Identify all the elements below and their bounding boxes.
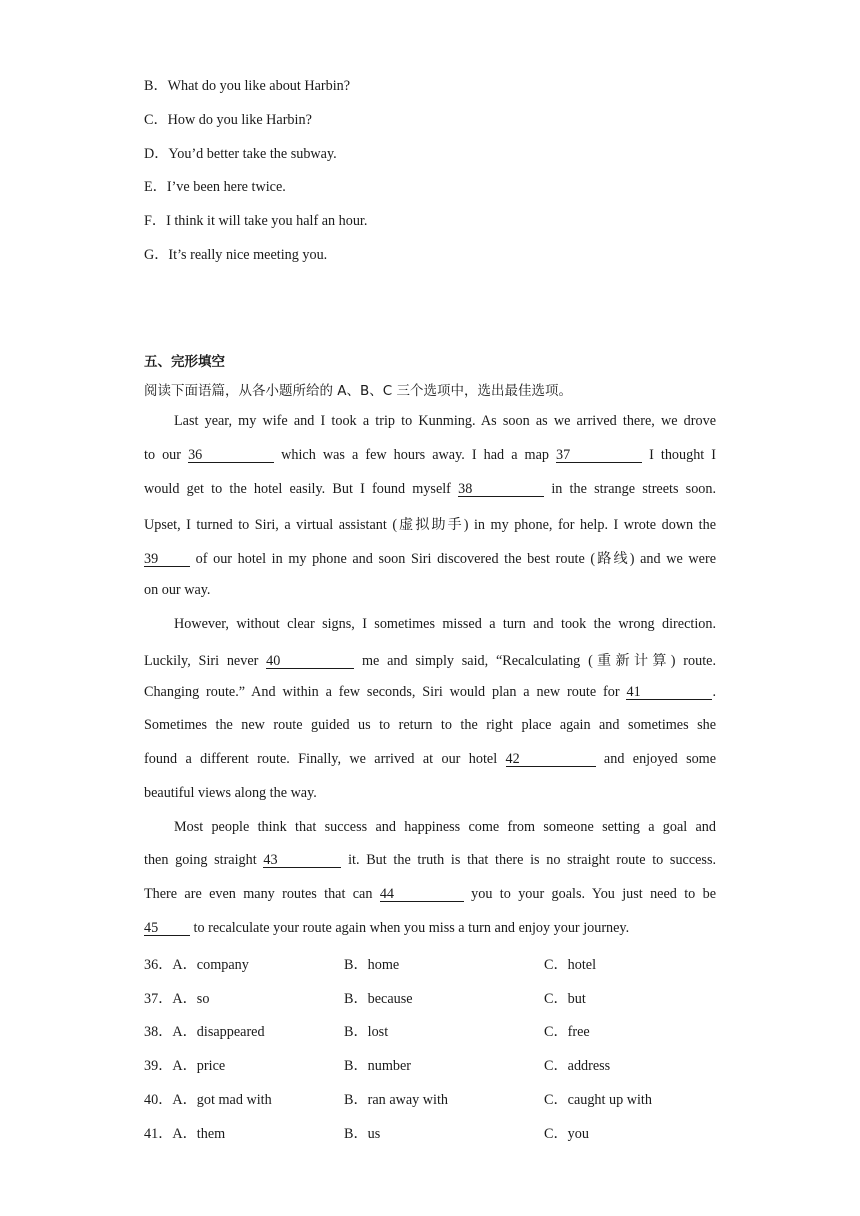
blank-39: 39: [144, 552, 190, 567]
text-run: you to your goals. You just need to be: [471, 886, 717, 902]
passage-line: [144, 481, 716, 498]
passage-line: [144, 684, 716, 701]
passage-line: [144, 920, 629, 937]
text-run: found a different route. Finally, we arrived at our hotel: [144, 751, 498, 767]
passage-line: Most people think that success and happiness come from someone setting a goal and: [174, 819, 716, 835]
passage-line: Upset, I turned to Siri, a virtual assistant (虚拟助手) in my phone, for help. I wrote down the: [144, 517, 716, 533]
choice-b: B．home: [344, 957, 400, 973]
blank-44: 44: [380, 887, 464, 902]
choice-b: B．us: [344, 1126, 381, 1142]
blank-36: 36: [188, 448, 274, 463]
option-g: G．It’s really nice meeting you.: [144, 247, 328, 263]
option-c: C．How do you like Harbin?: [144, 112, 312, 128]
passage-line: [144, 650, 716, 670]
passage-line: Sometimes the new route guided us to return to the right place again and sometimes she: [144, 717, 716, 733]
text-run: .: [712, 684, 717, 700]
choice-b: B．number: [344, 1058, 411, 1074]
choice-b: B．lost: [344, 1024, 389, 1040]
text-run: and enjoyed some: [603, 751, 717, 767]
option-f: F．I think it will take you half an hour.: [144, 213, 368, 229]
choice-a: 38．A．disappeared: [144, 1024, 265, 1040]
option-e: E．I’ve been here twice.: [144, 179, 286, 195]
text-run: to our: [144, 447, 182, 463]
choice-a: 39．A．price: [144, 1058, 226, 1074]
choice-c: C．free: [544, 1024, 590, 1040]
blank-43: 43: [263, 853, 341, 868]
text-run: Luckily, Siri never: [144, 653, 259, 669]
blank-41: 41: [626, 685, 712, 700]
text-run: of our hotel in my phone and soon Siri discovered the best route (路线) and we were: [195, 551, 716, 567]
text-run: I thought I: [649, 447, 717, 463]
passage-line: on our way.: [144, 582, 211, 598]
choice-c: C．you: [544, 1126, 589, 1142]
passage-line: However, without clear signs, I sometimes missed a turn and took the wrong direction.: [174, 616, 716, 632]
blank-42: 42: [506, 752, 596, 767]
passage-line: [144, 447, 716, 464]
passage-line: [144, 886, 716, 903]
blank-37: 37: [556, 448, 642, 463]
text-run: then going straight: [144, 852, 257, 868]
passage-line: [144, 548, 716, 568]
blank-38: 38: [458, 482, 544, 497]
choice-b: B．ran away with: [344, 1092, 449, 1108]
text-run: Changing route.” And within a few seconds, Siri would plan a new route for: [144, 684, 620, 700]
text-run: in the strange streets soon.: [551, 481, 717, 497]
text-run: would get to the hotel easily. But I found myself: [144, 481, 451, 497]
passage-line: beautiful views along the way.: [144, 785, 317, 801]
choice-a: 37．A．so: [144, 991, 210, 1007]
choice-a: 36．A．company: [144, 957, 249, 973]
passage-line: Last year, my wife and I took a trip to Kunming. As soon as we arrived there, we drove: [174, 413, 716, 429]
section-title: 五、完形填空: [144, 354, 225, 370]
option-d: D．You’d better take the subway.: [144, 146, 337, 162]
choice-c: C．hotel: [544, 957, 597, 973]
section-instruction: 阅读下面语篇，从各小题所给的 A、B、C 三个选项中，选出最佳选项。: [144, 383, 573, 399]
choice-c: C．but: [544, 991, 586, 1007]
text-run: it. But the truth is that there is no straight route to success.: [348, 852, 717, 868]
choice-a: 40．A．got mad with: [144, 1092, 272, 1108]
option-b: B．What do you like about Harbin?: [144, 78, 351, 94]
text-run: There are even many routes that can: [144, 886, 373, 902]
choice-c: C．caught up with: [544, 1092, 652, 1108]
choice-a: 41．A．them: [144, 1126, 226, 1142]
blank-45: 45: [144, 921, 190, 936]
text-run: to recalculate your route again when you miss a turn and enjoy your journey.: [193, 920, 630, 936]
text-run: which was a few hours away. I had a map: [281, 447, 549, 463]
choice-c: C．address: [544, 1058, 611, 1074]
passage-line: [144, 852, 716, 869]
choice-b: B．because: [344, 991, 413, 1007]
blank-40: 40: [266, 654, 354, 669]
passage-line: [144, 751, 716, 768]
text-run: me and simply said, “Recalculating (重新计算) route.: [361, 653, 716, 669]
